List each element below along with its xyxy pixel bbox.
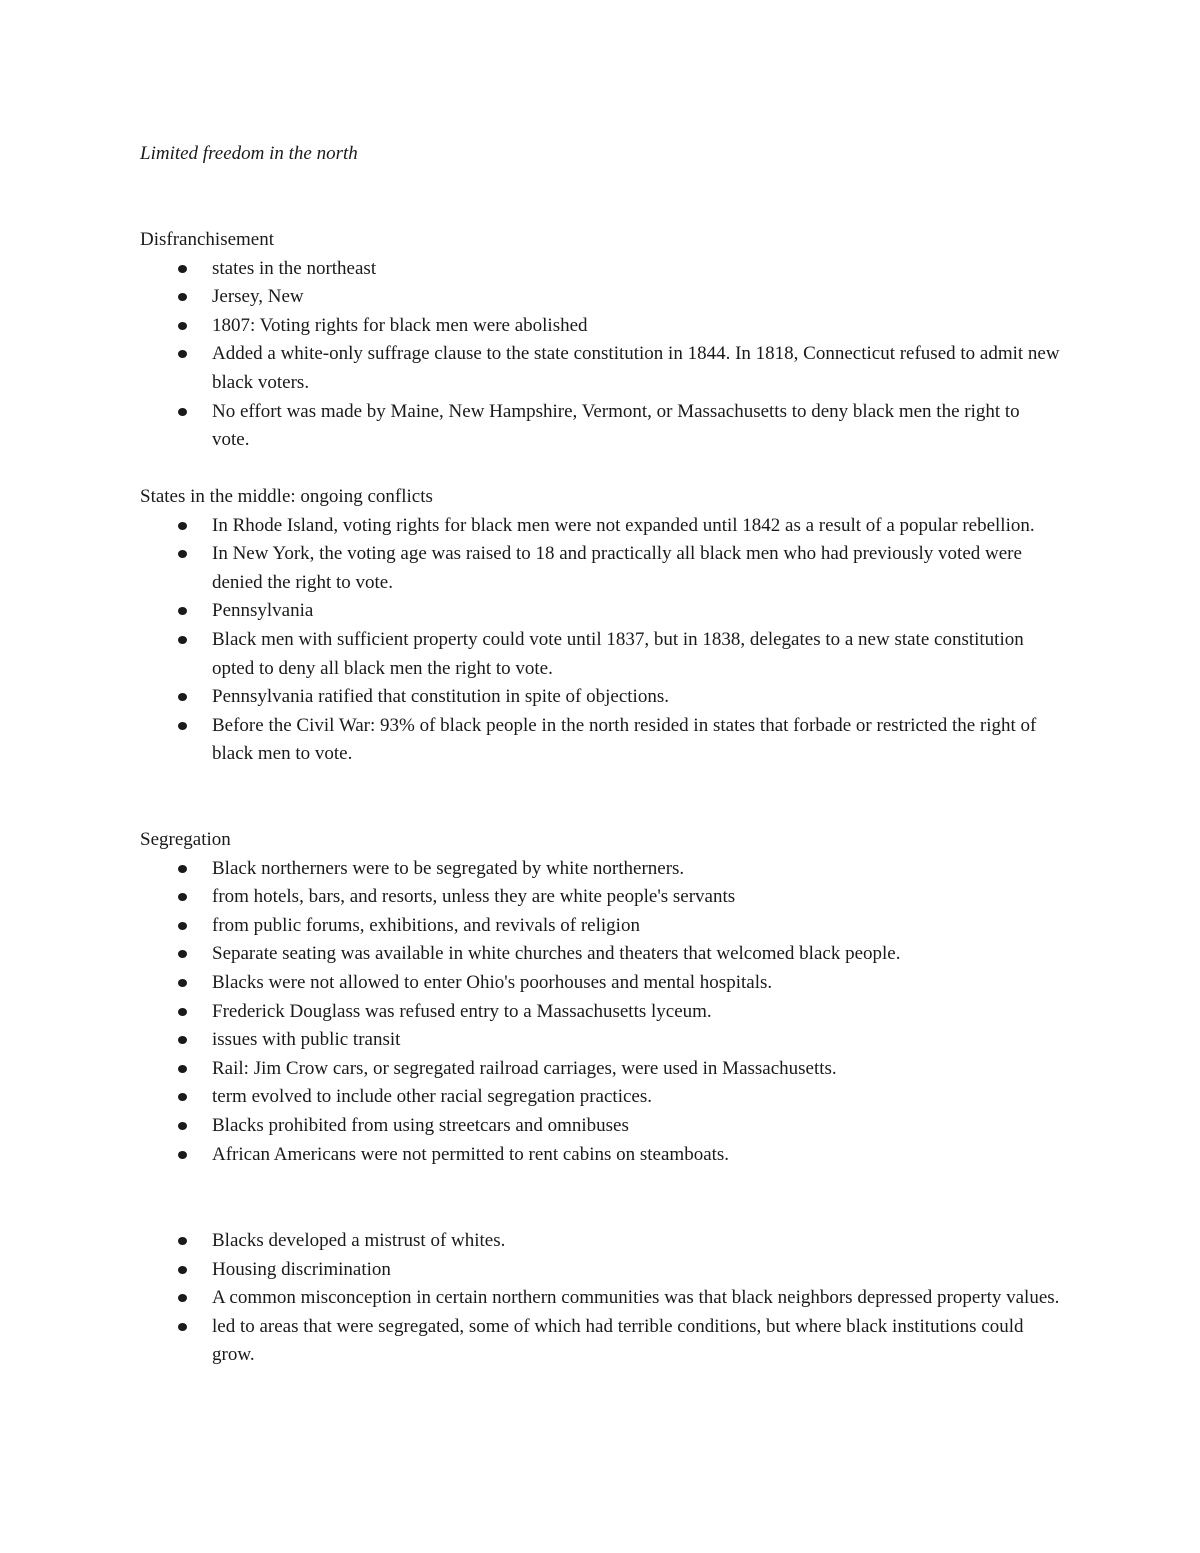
list-item <box>140 1112 1080 1141</box>
list-item <box>140 1227 1080 1256</box>
list-item <box>140 969 1080 998</box>
bullet-icon <box>178 979 187 987</box>
bullet-icon <box>178 1294 187 1302</box>
list-item-text: African Americans were not permitted to rent cabins on steamboats. <box>212 1143 730 1165</box>
list-item-text: term evolved to include other racial segregation practices. <box>212 1086 652 1108</box>
list-item <box>140 1141 1080 1170</box>
bullet-icon <box>178 693 187 701</box>
bullet-icon <box>178 722 187 730</box>
bullet-icon <box>178 408 187 416</box>
list-item <box>140 340 1080 397</box>
bullet-icon <box>178 1008 187 1016</box>
list-item-text: Blacks developed a mistrust of whites. <box>212 1230 506 1251</box>
section-states-in-the-middle <box>140 483 1080 769</box>
list-item <box>140 312 1080 341</box>
list-item-text: Pennsylvania <box>212 600 314 622</box>
list-item-text: led to areas that were segregated, some of which had terrible conditions, but where black institutions could grow. <box>212 1315 1024 1366</box>
bullet-icon <box>178 636 187 644</box>
list-item-text: Blacks were not allowed to enter Ohio's poorhouses and mental hospitals. <box>212 971 773 993</box>
list-item <box>140 912 1080 941</box>
bullet-icon <box>178 1122 187 1130</box>
list-item-text: In New York, the voting age was raised to 18 and practically all black men who had previously voted were denied the right to vote. <box>212 543 1022 593</box>
bullet-icon <box>178 522 187 530</box>
list-item <box>140 940 1080 969</box>
section-heading: Segregation <box>140 829 231 850</box>
list-item <box>140 255 1080 284</box>
bullet-list <box>140 255 1080 455</box>
bullet-list <box>140 1227 1080 1370</box>
section-heading: States in the middle: ongoing conflicts <box>140 486 433 507</box>
bullet-icon <box>178 1093 187 1101</box>
document-title: Limited freedom in the north <box>140 143 358 164</box>
list-item-text: Before the Civil War: 93% of black people in the north resided in states that forbade or restricted the right of black men to vote. <box>212 714 1037 765</box>
list-item-text: Black men with sufficient property could vote until 1837, but in 1838, delegates to a new state constitution opted to deny all black men the right to vote. <box>212 628 1024 679</box>
list-item <box>140 883 1080 912</box>
list-item-text: Jersey, New <box>212 286 304 308</box>
bullet-list <box>140 512 1080 769</box>
bullet-icon <box>178 1237 187 1245</box>
section-disfranchisement <box>140 226 1080 455</box>
bullet-icon <box>178 1036 187 1044</box>
section-heading: Disfranchisement <box>140 229 275 250</box>
bullet-icon <box>178 322 187 330</box>
bullet-icon <box>178 893 187 901</box>
section-segregation <box>140 826 1080 1169</box>
list-item-text: A common misconception in certain northern communities was that black neighbors depressed property values. <box>212 1287 1060 1309</box>
list-item-text: Blacks prohibited from using streetcars and omnibuses <box>212 1114 629 1136</box>
list-item <box>140 855 1080 884</box>
list-item <box>140 1313 1080 1370</box>
list-item <box>140 683 1080 712</box>
list-item <box>140 283 1080 312</box>
list-item <box>140 1055 1080 1084</box>
bullet-icon <box>178 1266 187 1274</box>
bullet-icon <box>178 607 187 615</box>
bullet-icon <box>178 865 187 873</box>
bullet-icon <box>178 1151 187 1159</box>
list-item-text: In Rhode Island, voting rights for black men were not expanded until 1842 as a result of a popular rebellion. <box>212 514 1035 536</box>
list-item-text: issues with public transit <box>212 1029 401 1051</box>
list-item-text: states in the northeast <box>212 257 377 279</box>
list-item <box>140 1083 1080 1112</box>
list-item-text: Housing discrimination <box>212 1258 391 1280</box>
list-item-text: Separate seating was available in white churches and theaters that welcomed black people. <box>212 943 901 965</box>
list-item <box>140 512 1080 541</box>
bullet-icon <box>178 950 187 958</box>
section-housing <box>140 1227 1080 1370</box>
list-item <box>140 597 1080 626</box>
list-item <box>140 1256 1080 1285</box>
list-item-text: from public forums, exhibitions, and revivals of religion <box>212 914 640 936</box>
list-item <box>140 1284 1080 1313</box>
list-item <box>140 1026 1080 1055</box>
bullet-icon <box>178 1065 187 1073</box>
list-item <box>140 712 1080 769</box>
bullet-icon <box>178 265 187 273</box>
list-item <box>140 398 1080 455</box>
list-item-text: from hotels, bars, and resorts, unless they are white people's servants <box>212 886 736 908</box>
bullet-icon <box>178 922 187 930</box>
list-item <box>140 998 1080 1027</box>
bullet-list <box>140 855 1080 1170</box>
bullet-icon <box>178 293 187 301</box>
list-item-text: 1807: Voting rights for black men were abolished <box>212 314 588 336</box>
list-item <box>140 626 1080 683</box>
bullet-icon <box>178 350 187 358</box>
list-item <box>140 540 1080 597</box>
list-item-text: Rail: Jim Crow cars, or segregated railroad carriages, were used in Massachusetts. <box>212 1057 837 1079</box>
list-item-text: No effort was made by Maine, New Hampshire, Vermont, or Massachusetts to deny black men the right to vote. <box>212 400 1020 451</box>
bullet-icon <box>178 550 187 558</box>
bullet-icon <box>178 1323 187 1331</box>
list-item-text: Added a white-only suffrage clause to the state constitution in 1844. In 1818, Connecticut refused to admit new black voters. <box>212 343 1060 393</box>
list-item-text: Black northerners were to be segregated by white northerners. <box>212 857 685 879</box>
list-item-text: Frederick Douglass was refused entry to a Massachusetts lyceum. <box>212 1000 712 1022</box>
list-item-text: Pennsylvania ratified that constitution in spite of objections. <box>212 686 669 708</box>
